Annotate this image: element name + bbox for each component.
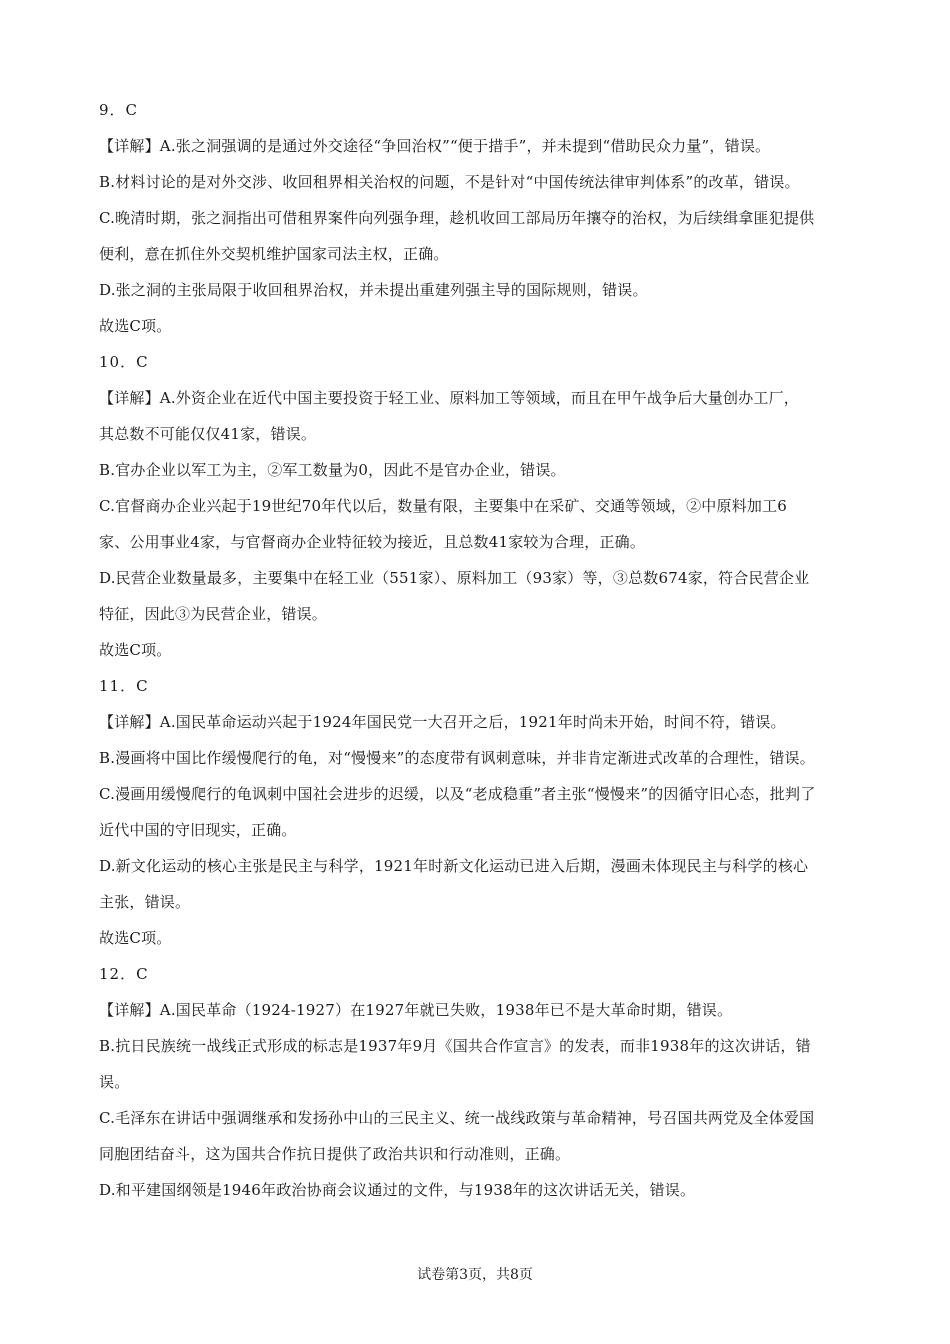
question-number: 12．C	[99, 965, 149, 983]
explanation-line: C.毛泽东在讲话中强调继承和发扬孙中山的三民主义、统一战线政策与革命精神，号召国共两党及全体爱国	[99, 1109, 815, 1127]
question-number: 11．C	[99, 677, 149, 695]
explanation-line: 便利，意在抓住外交契机维护国家司法主权，正确。	[99, 245, 449, 263]
explanation-line: 【详解】A.国民革命（1924-1927）在1927年就已失败，1938年已不是大革命时期，错误。	[99, 1001, 733, 1019]
explanation-line: 家、公用事业4家，与官督商办企业特征较为接近，且总数41家较为合理，正确。	[99, 533, 646, 551]
explanation-line: 近代中国的守旧现实，正确。	[99, 821, 297, 839]
question-number: 9．C	[99, 101, 139, 119]
answer-conclusion: 故选C项。	[99, 317, 172, 335]
explanation-line: 【详解】A.外资企业在近代中国主要投资于轻工业、原料加工等领域，而且在甲午战争后大量创办工厂，	[99, 389, 800, 407]
question-block-11	[99, 668, 859, 956]
explanation-line: B.官办企业以军工为主，②军工数量为0，因此不是官办企业，错误。	[99, 461, 566, 479]
answer-conclusion: 故选C项。	[99, 641, 172, 659]
explanation-line: C.漫画用缓慢爬行的龟讽刺中国社会进步的迟缓，以及“老成稳重”者主张“慢慢来”的因循守旧心态，批判了	[99, 785, 816, 803]
explanation-line: C.官督商办企业兴起于19世纪70年代以后，数量有限，主要集中在采矿、交通等领域，②中原料加工6	[99, 497, 788, 515]
explanation-line: 特征，因此③为民营企业，错误。	[99, 605, 328, 623]
explanation-line: 其总数不可能仅仅41家，错误。	[99, 425, 317, 443]
question-block-10	[99, 344, 859, 668]
explanation-line: 【详解】A.国民革命运动兴起于1924年国民党一大召开之后，1921年时尚未开始，时间不符，错误。	[99, 713, 786, 731]
explanation-line: 【详解】A.张之洞强调的是通过外交途径“争回治权”“便于措手”，并未提到“借助民众力量”，错误。	[99, 137, 771, 155]
explanation-line: B.材料讨论的是对外交涉、收回租界相关治权的问题，不是针对“中国传统法律审判体系”的改革，错误。	[99, 173, 800, 191]
answer-content	[99, 92, 859, 1208]
answer-conclusion: 故选C项。	[99, 929, 172, 947]
question-block-9	[99, 92, 859, 344]
explanation-line: B.抗日民族统一战线正式形成的标志是1937年9月《国共合作宣言》的发表，而非1938年的这次讲话，错	[99, 1037, 811, 1055]
explanation-line: B.漫画将中国比作缓慢爬行的龟，对“慢慢来”的态度带有讽刺意味，并非肯定渐进式改革的合理性，错误。	[99, 749, 815, 767]
explanation-line: D.和平建国纲领是1946年政治协商会议通过的文件，与1938年的这次讲话无关，错误。	[99, 1181, 696, 1199]
explanation-line: D.新文化运动的核心主张是民主与科学，1921年时新文化运动已进入后期，漫画未体现民主与科学的核心	[99, 857, 809, 875]
explanation-line: C.晚清时期，张之洞指出可借租界案件向列强争理，趁机收回工部局历年攘夺的治权，为后续缉拿匪犯提供	[99, 209, 815, 227]
explanation-line: 同胞团结奋斗，这为国共合作抗日提供了政治共识和行动准则，正确。	[99, 1145, 571, 1163]
question-number: 10．C	[99, 353, 149, 371]
explanation-line: 误。	[99, 1073, 130, 1091]
question-block-12	[99, 956, 859, 1208]
page-footer: 试卷第3页，共8页	[417, 1267, 533, 1283]
explanation-line: 主张，错误。	[99, 893, 191, 911]
explanation-line: D.张之洞的主张局限于收回租界治权，并未提出重建列强主导的国际规则，错误。	[99, 281, 648, 299]
explanation-line: D.民营企业数量最多，主要集中在轻工业（551家）、原料加工（93家）等，③总数674家，符合民营企业	[99, 569, 810, 587]
